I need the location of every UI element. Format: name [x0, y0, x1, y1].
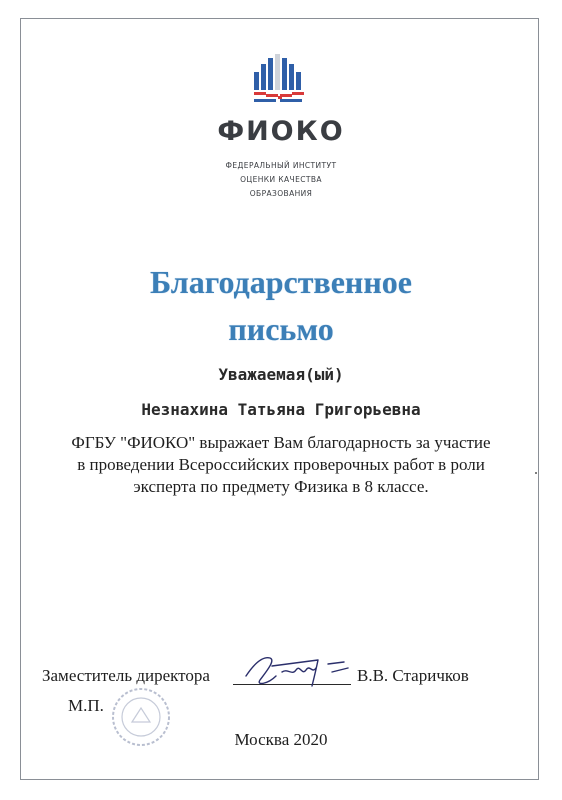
logo-stripe [280, 94, 292, 97]
salutation: Уважаемая(ый) [218, 365, 344, 384]
logo-bar [254, 72, 259, 90]
signer-role: Заместитель директора [42, 666, 210, 685]
logo-bar [268, 58, 273, 90]
logo-stripe [292, 92, 304, 95]
fioko-logo-icon [252, 50, 306, 106]
logo-base-stripe [280, 99, 302, 102]
handwritten-signature-icon [232, 646, 360, 692]
city-year: Москва 2020 [234, 730, 328, 749]
logo-base-stripe [254, 99, 276, 102]
logo-stripe [266, 94, 278, 97]
logo-bar [296, 72, 301, 90]
letter-title-line-1: Благодарственное [150, 264, 412, 300]
body-line-1: ФГБУ "ФИОКО" выражает Вам благодарность за участие [71, 433, 491, 452]
logo-stripe [254, 92, 266, 95]
body-line-2: в проведении Всероссийских проверочных работ в роли [77, 455, 485, 474]
org-full-name-line-3: ОБРАЗОВАНИЯ [249, 189, 313, 198]
org-short-name: ФИОКО [217, 116, 345, 147]
logo-bar [275, 54, 280, 90]
recipient-name: Незнахина Татьяна Григорьевна [141, 400, 421, 419]
org-full-name-line-1: ФЕДЕРАЛЬНЫЙ ИНСТИТУТ [225, 161, 337, 170]
signer-name: В.В. Старичков [357, 666, 469, 685]
seal-mark: М.П. [68, 696, 104, 715]
logo-bar [261, 64, 266, 90]
logo-bar [289, 64, 294, 90]
logo-bar [282, 58, 287, 90]
scan-speck [535, 472, 537, 474]
org-full-name-line-2: ОЦЕНКИ КАЧЕСТВА [240, 175, 322, 184]
body-line-3: эксперта по предмету Физика в 8 классе. [133, 477, 429, 496]
letter-title-line-2: письмо [228, 311, 334, 347]
